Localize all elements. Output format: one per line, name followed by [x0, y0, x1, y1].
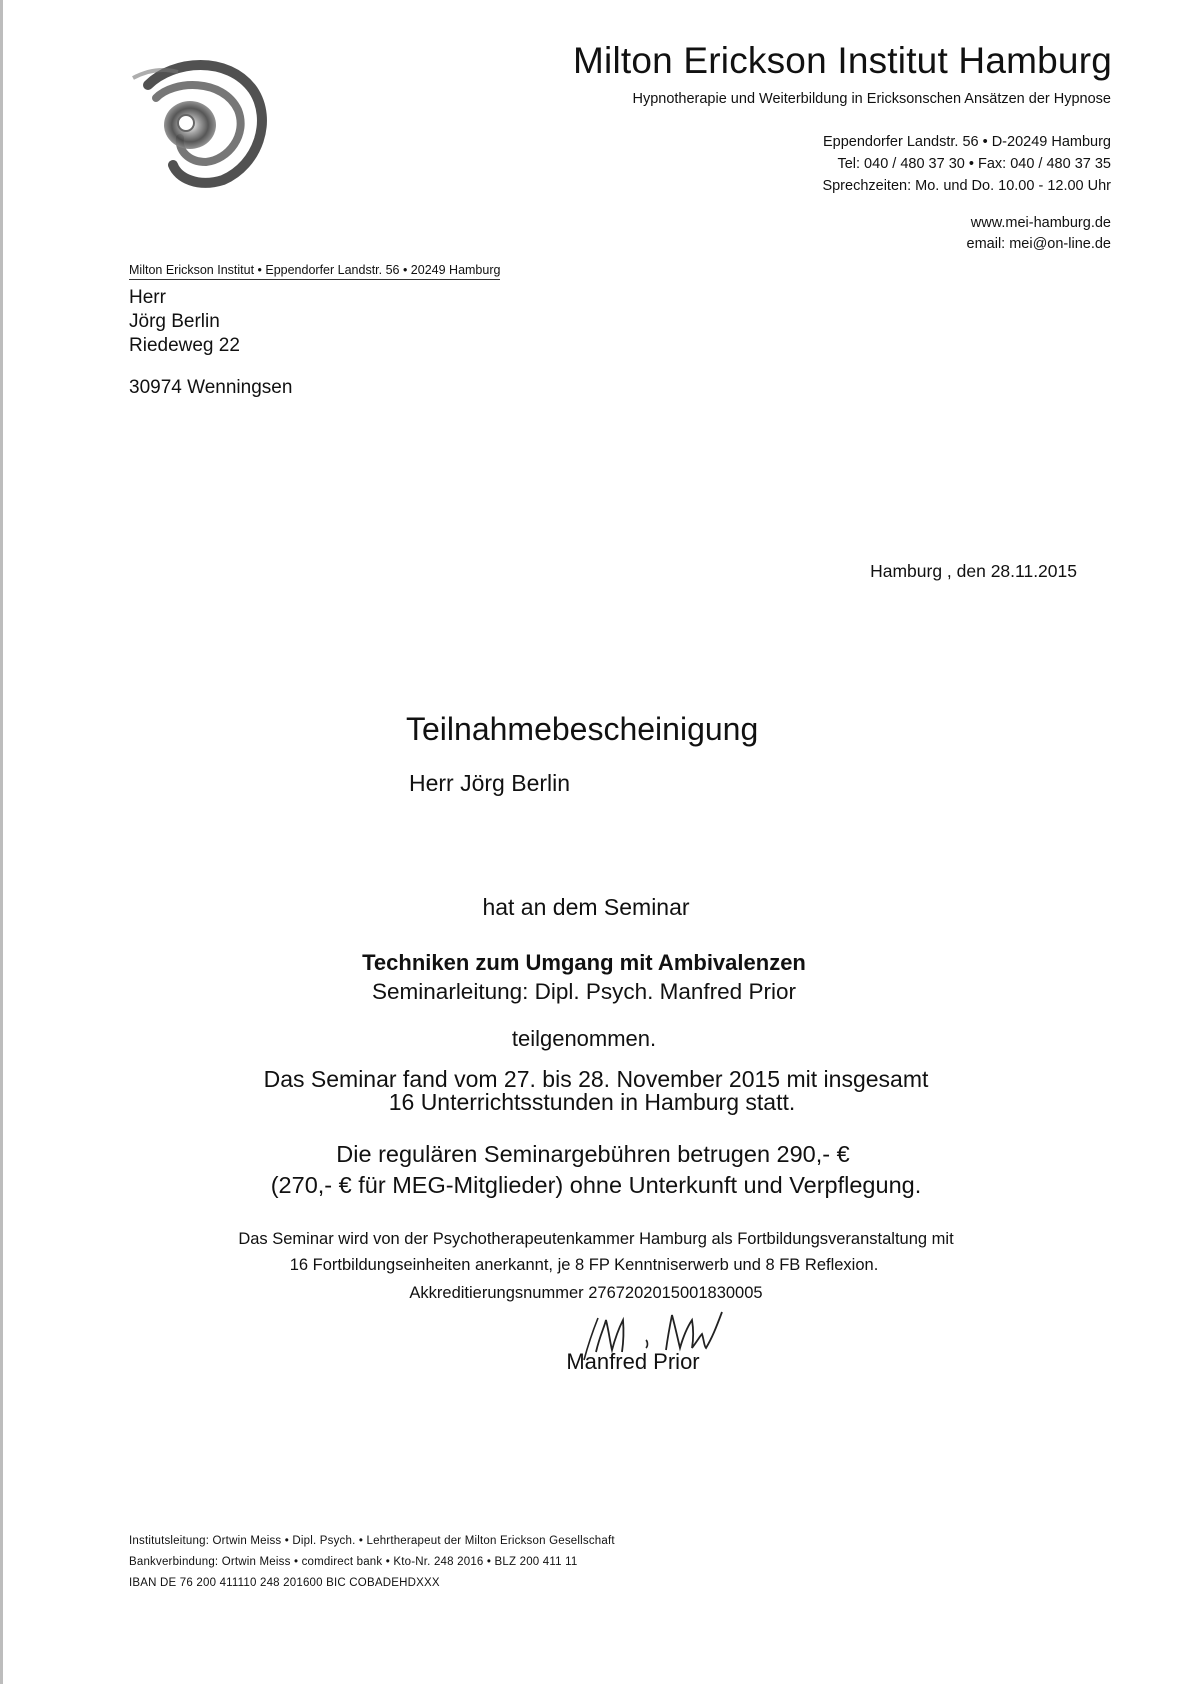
chamber-line2: 16 Fortbildungseinheiten anerkannt, je 8 FP Kenntniserwerb und 8 FB Reflexion. — [289, 1256, 879, 1274]
footer-management: Institutsleitung: Ortwin Meiss • Dipl. Psych. • Lehrtherapeut der Milton Erickson Gesellschaft — [129, 1535, 615, 1547]
recipient-name: Jörg Berlin — [129, 311, 220, 332]
recipient-street: Riedeweg 22 — [129, 335, 240, 356]
recipient-salutation: Herr — [129, 287, 166, 308]
contact-block — [822, 131, 1111, 197]
spiral-logo-icon — [128, 50, 278, 200]
office-hours-line: Sprechzeiten: Mo. und Do. 10.00 - 12.00 Uhr — [822, 178, 1111, 194]
participated-text: teilgenommen. — [511, 1026, 657, 1051]
web-block — [967, 213, 1111, 255]
signer-name: Manfred Prior — [566, 1349, 700, 1374]
date-line: Hamburg , den 28.11.2015 — [870, 561, 1077, 581]
address-line: Eppendorfer Landstr. 56 • D-20249 Hamburg — [822, 134, 1111, 150]
seminar-intro: hat an dem Seminar — [482, 894, 690, 920]
seminar-dates-line2: 16 Unterrichtsstunden in Hamburg statt. — [388, 1089, 796, 1115]
email: email: mei@on-line.de — [966, 236, 1111, 252]
certificate-title: Teilnahmebescheinigung — [406, 711, 759, 747]
seminar-dates-line1: Das Seminar fand vom 27. bis 28. November 2015 mit insgesamt — [263, 1066, 929, 1092]
seminar-title: Techniken zum Umgang mit Ambivalenzen — [362, 950, 806, 975]
footer-bank: Bankverbindung: Ortwin Meiss • comdirect bank • Kto-Nr. 248 2016 • BLZ 200 411 11 — [129, 1556, 578, 1568]
recipient-address — [129, 286, 240, 358]
footer-iban: IBAN DE 76 200 411110 248 201600 BIC COBADEHDXXX — [129, 1577, 440, 1589]
fee-line1: Die regulären Seminargebühren betrugen 290,- € — [336, 1141, 850, 1167]
institute-subtitle: Hypnotherapie und Weiterbildung in Ericksonschen Ansätzen der Hypnose — [632, 91, 1111, 107]
website: www.mei-hamburg.de — [970, 215, 1111, 231]
fee-line2: (270,- € für MEG-Mitglieder) ohne Unterkunft und Verpflegung. — [270, 1172, 922, 1198]
institute-name: Milton Erickson Institut Hamburg — [573, 40, 1112, 81]
sender-line: Milton Erickson Institut • Eppendorfer Landstr. 56 • 20249 Hamburg — [129, 263, 500, 280]
chamber-line1: Das Seminar wird von der Psychotherapeutenkammer Hamburg als Fortbildungsveranstaltung mit — [238, 1230, 954, 1248]
seminar-lead: Seminarleitung: Dipl. Psych. Manfred Prior — [372, 979, 796, 1004]
participant-name: Herr Jörg Berlin — [409, 770, 571, 796]
accreditation-number: Akkreditierungsnummer 2767202015001830005 — [409, 1284, 763, 1302]
phone-line: Tel: 040 / 480 37 30 • Fax: 040 / 480 37 35 — [837, 156, 1111, 172]
recipient-city: 30974 Wenningsen — [129, 377, 293, 398]
footer — [129, 1531, 615, 1594]
page-edge — [0, 0, 3, 1684]
